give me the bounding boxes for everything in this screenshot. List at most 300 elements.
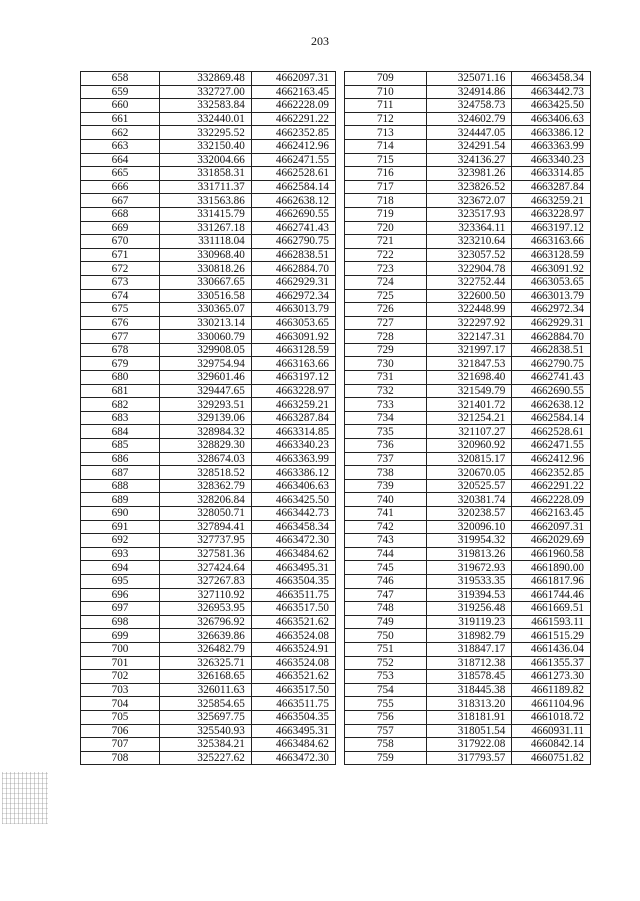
table-row bbox=[345, 275, 591, 289]
y-coordinate-cell: 4661273.30 bbox=[512, 670, 591, 684]
y-coordinate-cell: 4662838.51 bbox=[512, 343, 591, 357]
y-coordinate-cell: 4662412.96 bbox=[512, 452, 591, 466]
x-coordinate-cell: 330516.58 bbox=[160, 289, 252, 303]
point-number-cell: 659 bbox=[81, 85, 160, 99]
table-row bbox=[81, 574, 336, 588]
point-number-cell: 689 bbox=[81, 493, 160, 507]
point-number-cell: 667 bbox=[81, 194, 160, 208]
point-number-cell: 726 bbox=[345, 303, 427, 317]
x-coordinate-cell: 324758.73 bbox=[426, 99, 512, 113]
table-row bbox=[81, 439, 336, 453]
x-coordinate-cell: 321401.72 bbox=[426, 398, 512, 412]
table-row bbox=[345, 85, 591, 99]
table-row bbox=[81, 656, 336, 670]
y-coordinate-cell: 4662228.09 bbox=[251, 99, 335, 113]
y-coordinate-cell: 4663524.08 bbox=[251, 656, 335, 670]
point-number-cell: 750 bbox=[345, 629, 427, 643]
x-coordinate-cell: 324447.05 bbox=[426, 126, 512, 140]
y-coordinate-cell: 4663128.59 bbox=[512, 248, 591, 262]
x-coordinate-cell: 330060.79 bbox=[160, 330, 252, 344]
x-coordinate-cell: 322752.44 bbox=[426, 275, 512, 289]
point-number-cell: 661 bbox=[81, 112, 160, 126]
x-coordinate-cell: 332295.52 bbox=[160, 126, 252, 140]
y-coordinate-cell: 4663484.62 bbox=[251, 738, 335, 752]
point-number-cell: 715 bbox=[345, 153, 427, 167]
table-row bbox=[345, 493, 591, 507]
y-coordinate-cell: 4663484.62 bbox=[251, 547, 335, 561]
point-number-cell: 660 bbox=[81, 99, 160, 113]
x-coordinate-cell: 319533.35 bbox=[426, 574, 512, 588]
table-row bbox=[81, 507, 336, 521]
x-coordinate-cell: 329293.51 bbox=[160, 398, 252, 412]
point-number-cell: 720 bbox=[345, 221, 427, 235]
point-number-cell: 709 bbox=[345, 72, 427, 86]
y-coordinate-cell: 4660931.11 bbox=[512, 724, 591, 738]
y-coordinate-cell: 4662352.85 bbox=[512, 466, 591, 480]
x-coordinate-cell: 329447.65 bbox=[160, 384, 252, 398]
point-number-cell: 687 bbox=[81, 466, 160, 480]
table-row bbox=[81, 479, 336, 493]
x-coordinate-cell: 330818.26 bbox=[160, 262, 252, 276]
point-number-cell: 673 bbox=[81, 275, 160, 289]
table-row bbox=[81, 72, 336, 86]
table-row bbox=[81, 112, 336, 126]
point-number-cell: 741 bbox=[345, 507, 427, 521]
y-coordinate-cell: 4662584.14 bbox=[512, 411, 591, 425]
point-number-cell: 685 bbox=[81, 439, 160, 453]
point-number-cell: 683 bbox=[81, 411, 160, 425]
point-number-cell: 733 bbox=[345, 398, 427, 412]
x-coordinate-cell: 328050.71 bbox=[160, 507, 252, 521]
y-coordinate-cell: 4662790.75 bbox=[512, 357, 591, 371]
x-coordinate-cell: 332727.00 bbox=[160, 85, 252, 99]
y-coordinate-cell: 4663013.79 bbox=[251, 303, 335, 317]
x-coordinate-cell: 331118.04 bbox=[160, 235, 252, 249]
y-coordinate-cell: 4662929.31 bbox=[251, 275, 335, 289]
y-coordinate-cell: 4661104.96 bbox=[512, 697, 591, 711]
point-number-cell: 730 bbox=[345, 357, 427, 371]
point-number-cell: 698 bbox=[81, 615, 160, 629]
x-coordinate-cell: 325227.62 bbox=[160, 751, 252, 765]
x-coordinate-cell: 328362.79 bbox=[160, 479, 252, 493]
x-coordinate-cell: 327110.92 bbox=[160, 588, 252, 602]
y-coordinate-cell: 4663521.62 bbox=[251, 615, 335, 629]
point-number-cell: 679 bbox=[81, 357, 160, 371]
y-coordinate-cell: 4663163.66 bbox=[251, 357, 335, 371]
y-coordinate-cell: 4662029.69 bbox=[512, 534, 591, 548]
point-number-cell: 680 bbox=[81, 371, 160, 385]
point-number-cell: 699 bbox=[81, 629, 160, 643]
point-number-cell: 757 bbox=[345, 724, 427, 738]
table-row bbox=[81, 316, 336, 330]
y-coordinate-cell: 4662638.12 bbox=[251, 194, 335, 208]
point-number-cell: 713 bbox=[345, 126, 427, 140]
table-row bbox=[345, 710, 591, 724]
table-row bbox=[81, 289, 336, 303]
y-coordinate-cell: 4662352.85 bbox=[251, 126, 335, 140]
y-coordinate-cell: 4663406.63 bbox=[251, 479, 335, 493]
x-coordinate-cell: 324914.86 bbox=[426, 85, 512, 99]
table-row bbox=[81, 398, 336, 412]
point-number-cell: 701 bbox=[81, 656, 160, 670]
table-row bbox=[345, 507, 591, 521]
table-row bbox=[81, 561, 336, 575]
x-coordinate-cell: 319954.32 bbox=[426, 534, 512, 548]
y-coordinate-cell: 4662228.09 bbox=[512, 493, 591, 507]
y-coordinate-cell: 4663287.84 bbox=[251, 411, 335, 425]
point-number-cell: 684 bbox=[81, 425, 160, 439]
y-coordinate-cell: 4662471.55 bbox=[512, 439, 591, 453]
y-coordinate-cell: 4663163.66 bbox=[512, 235, 591, 249]
coordinate-table-right-body bbox=[345, 72, 591, 765]
table-row bbox=[81, 425, 336, 439]
table-row bbox=[345, 139, 591, 153]
table-row bbox=[345, 398, 591, 412]
x-coordinate-cell: 332004.66 bbox=[160, 153, 252, 167]
table-row bbox=[81, 384, 336, 398]
y-coordinate-cell: 4661817.96 bbox=[512, 574, 591, 588]
table-row bbox=[81, 615, 336, 629]
table-row bbox=[81, 738, 336, 752]
x-coordinate-cell: 318181.91 bbox=[426, 710, 512, 724]
x-coordinate-cell: 331415.79 bbox=[160, 207, 252, 221]
point-number-cell: 702 bbox=[81, 670, 160, 684]
point-number-cell: 711 bbox=[345, 99, 427, 113]
table-row bbox=[81, 710, 336, 724]
point-number-cell: 704 bbox=[81, 697, 160, 711]
table-row bbox=[345, 153, 591, 167]
page-number: 203 bbox=[311, 34, 329, 48]
x-coordinate-cell: 319256.48 bbox=[426, 602, 512, 616]
y-coordinate-cell: 4662972.34 bbox=[512, 303, 591, 317]
table-row bbox=[81, 534, 336, 548]
y-coordinate-cell: 4662528.61 bbox=[512, 425, 591, 439]
y-coordinate-cell: 4663517.50 bbox=[251, 683, 335, 697]
y-coordinate-cell: 4661960.58 bbox=[512, 547, 591, 561]
table-row bbox=[81, 126, 336, 140]
y-coordinate-cell: 4660751.82 bbox=[512, 751, 591, 765]
table-row bbox=[345, 629, 591, 643]
x-coordinate-cell: 329601.46 bbox=[160, 371, 252, 385]
point-number-cell: 718 bbox=[345, 194, 427, 208]
table-row bbox=[81, 262, 336, 276]
x-coordinate-cell: 332583.84 bbox=[160, 99, 252, 113]
x-coordinate-cell: 318847.17 bbox=[426, 642, 512, 656]
point-number-cell: 729 bbox=[345, 343, 427, 357]
table-row bbox=[81, 520, 336, 534]
point-number-cell: 675 bbox=[81, 303, 160, 317]
point-number-cell: 721 bbox=[345, 235, 427, 249]
table-row bbox=[345, 411, 591, 425]
y-coordinate-cell: 4663091.92 bbox=[251, 330, 335, 344]
table-row bbox=[345, 289, 591, 303]
x-coordinate-cell: 326796.92 bbox=[160, 615, 252, 629]
point-number-cell: 751 bbox=[345, 642, 427, 656]
table-row bbox=[81, 194, 336, 208]
table-row bbox=[81, 330, 336, 344]
x-coordinate-cell: 320096.10 bbox=[426, 520, 512, 534]
y-coordinate-cell: 4662690.55 bbox=[251, 207, 335, 221]
scan-margin-marks bbox=[2, 772, 48, 824]
coordinate-table-left bbox=[80, 71, 336, 765]
y-coordinate-cell: 4662291.22 bbox=[512, 479, 591, 493]
table-row bbox=[81, 303, 336, 317]
y-coordinate-cell: 4663013.79 bbox=[512, 289, 591, 303]
y-coordinate-cell: 4661744.46 bbox=[512, 588, 591, 602]
x-coordinate-cell: 325071.16 bbox=[426, 72, 512, 86]
table-row bbox=[345, 330, 591, 344]
table-row bbox=[81, 371, 336, 385]
x-coordinate-cell: 320238.57 bbox=[426, 507, 512, 521]
y-coordinate-cell: 4660842.14 bbox=[512, 738, 591, 752]
y-coordinate-cell: 4663425.50 bbox=[251, 493, 335, 507]
point-number-cell: 695 bbox=[81, 574, 160, 588]
table-row bbox=[81, 751, 336, 765]
point-number-cell: 666 bbox=[81, 180, 160, 194]
x-coordinate-cell: 326325.71 bbox=[160, 656, 252, 670]
y-coordinate-cell: 4662884.70 bbox=[251, 262, 335, 276]
y-coordinate-cell: 4663340.23 bbox=[512, 153, 591, 167]
point-number-cell: 682 bbox=[81, 398, 160, 412]
table-row bbox=[345, 615, 591, 629]
x-coordinate-cell: 328984.32 bbox=[160, 425, 252, 439]
table-row bbox=[345, 371, 591, 385]
x-coordinate-cell: 328206.84 bbox=[160, 493, 252, 507]
table-row bbox=[81, 642, 336, 656]
x-coordinate-cell: 325384.21 bbox=[160, 738, 252, 752]
point-number-cell: 739 bbox=[345, 479, 427, 493]
y-coordinate-cell: 4663504.35 bbox=[251, 574, 335, 588]
point-number-cell: 740 bbox=[345, 493, 427, 507]
table-row bbox=[81, 493, 336, 507]
table-row bbox=[81, 167, 336, 181]
table-row bbox=[81, 357, 336, 371]
point-number-cell: 758 bbox=[345, 738, 427, 752]
y-coordinate-cell: 4663524.91 bbox=[251, 642, 335, 656]
x-coordinate-cell: 330968.40 bbox=[160, 248, 252, 262]
y-coordinate-cell: 4663363.99 bbox=[512, 139, 591, 153]
point-number-cell: 732 bbox=[345, 384, 427, 398]
y-coordinate-cell: 4663458.34 bbox=[512, 72, 591, 86]
table-row bbox=[345, 561, 591, 575]
point-number-cell: 672 bbox=[81, 262, 160, 276]
table-row bbox=[81, 588, 336, 602]
y-coordinate-cell: 4662163.45 bbox=[512, 507, 591, 521]
x-coordinate-cell: 325540.93 bbox=[160, 724, 252, 738]
table-row bbox=[345, 724, 591, 738]
point-number-cell: 748 bbox=[345, 602, 427, 616]
x-coordinate-cell: 325854.65 bbox=[160, 697, 252, 711]
y-coordinate-cell: 4663406.63 bbox=[512, 112, 591, 126]
table-row bbox=[81, 248, 336, 262]
point-number-cell: 688 bbox=[81, 479, 160, 493]
x-coordinate-cell: 321698.40 bbox=[426, 371, 512, 385]
x-coordinate-cell: 324136.27 bbox=[426, 153, 512, 167]
point-number-cell: 678 bbox=[81, 343, 160, 357]
y-coordinate-cell: 4662163.45 bbox=[251, 85, 335, 99]
x-coordinate-cell: 321997.17 bbox=[426, 343, 512, 357]
point-number-cell: 668 bbox=[81, 207, 160, 221]
x-coordinate-cell: 323517.93 bbox=[426, 207, 512, 221]
x-coordinate-cell: 319813.26 bbox=[426, 547, 512, 561]
point-number-cell: 714 bbox=[345, 139, 427, 153]
x-coordinate-cell: 318051.54 bbox=[426, 724, 512, 738]
x-coordinate-cell: 328518.52 bbox=[160, 466, 252, 480]
point-number-cell: 731 bbox=[345, 371, 427, 385]
x-coordinate-cell: 327737.95 bbox=[160, 534, 252, 548]
table-row bbox=[81, 697, 336, 711]
y-coordinate-cell: 4662838.51 bbox=[251, 248, 335, 262]
table-row bbox=[345, 466, 591, 480]
y-coordinate-cell: 4663259.21 bbox=[251, 398, 335, 412]
table-row bbox=[345, 99, 591, 113]
x-coordinate-cell: 320381.74 bbox=[426, 493, 512, 507]
point-number-cell: 692 bbox=[81, 534, 160, 548]
table-row bbox=[81, 207, 336, 221]
y-coordinate-cell: 4663425.50 bbox=[512, 99, 591, 113]
point-number-cell: 690 bbox=[81, 507, 160, 521]
x-coordinate-cell: 321254.21 bbox=[426, 411, 512, 425]
table-row bbox=[345, 303, 591, 317]
y-coordinate-cell: 4663363.99 bbox=[251, 452, 335, 466]
table-row bbox=[81, 547, 336, 561]
x-coordinate-cell: 328674.03 bbox=[160, 452, 252, 466]
point-number-cell: 719 bbox=[345, 207, 427, 221]
table-row bbox=[345, 126, 591, 140]
y-coordinate-cell: 4663495.31 bbox=[251, 561, 335, 575]
point-number-cell: 723 bbox=[345, 262, 427, 276]
y-coordinate-cell: 4662412.96 bbox=[251, 139, 335, 153]
point-number-cell: 737 bbox=[345, 452, 427, 466]
point-number-cell: 716 bbox=[345, 167, 427, 181]
y-coordinate-cell: 4661593.11 bbox=[512, 615, 591, 629]
point-number-cell: 691 bbox=[81, 520, 160, 534]
point-number-cell: 728 bbox=[345, 330, 427, 344]
x-coordinate-cell: 318313.20 bbox=[426, 697, 512, 711]
y-coordinate-cell: 4662690.55 bbox=[512, 384, 591, 398]
y-coordinate-cell: 4663287.84 bbox=[512, 180, 591, 194]
table-row bbox=[81, 235, 336, 249]
y-coordinate-cell: 4663442.73 bbox=[512, 85, 591, 99]
point-number-cell: 736 bbox=[345, 439, 427, 453]
y-coordinate-cell: 4661436.04 bbox=[512, 642, 591, 656]
x-coordinate-cell: 321847.53 bbox=[426, 357, 512, 371]
x-coordinate-cell: 323210.64 bbox=[426, 235, 512, 249]
x-coordinate-cell: 326168.65 bbox=[160, 670, 252, 684]
y-coordinate-cell: 4662097.31 bbox=[251, 72, 335, 86]
y-coordinate-cell: 4662291.22 bbox=[251, 112, 335, 126]
point-number-cell: 694 bbox=[81, 561, 160, 575]
x-coordinate-cell: 322904.78 bbox=[426, 262, 512, 276]
table-row bbox=[345, 751, 591, 765]
point-number-cell: 759 bbox=[345, 751, 427, 765]
table-row bbox=[81, 724, 336, 738]
point-number-cell: 725 bbox=[345, 289, 427, 303]
point-number-cell: 686 bbox=[81, 452, 160, 466]
x-coordinate-cell: 332150.40 bbox=[160, 139, 252, 153]
coordinate-table-right bbox=[344, 71, 591, 765]
y-coordinate-cell: 4663314.85 bbox=[251, 425, 335, 439]
y-coordinate-cell: 4662097.31 bbox=[512, 520, 591, 534]
table-row bbox=[345, 683, 591, 697]
x-coordinate-cell: 326953.95 bbox=[160, 602, 252, 616]
table-row bbox=[81, 221, 336, 235]
y-coordinate-cell: 4661018.72 bbox=[512, 710, 591, 724]
point-number-cell: 745 bbox=[345, 561, 427, 575]
x-coordinate-cell: 318712.38 bbox=[426, 656, 512, 670]
x-coordinate-cell: 318982.79 bbox=[426, 629, 512, 643]
point-number-cell: 708 bbox=[81, 751, 160, 765]
y-coordinate-cell: 4661355.37 bbox=[512, 656, 591, 670]
table-row bbox=[345, 670, 591, 684]
table-row bbox=[345, 452, 591, 466]
y-coordinate-cell: 4663314.85 bbox=[512, 167, 591, 181]
x-coordinate-cell: 332440.01 bbox=[160, 112, 252, 126]
point-number-cell: 744 bbox=[345, 547, 427, 561]
point-number-cell: 749 bbox=[345, 615, 427, 629]
y-coordinate-cell: 4661890.00 bbox=[512, 561, 591, 575]
x-coordinate-cell: 332869.48 bbox=[160, 72, 252, 86]
table-row bbox=[345, 112, 591, 126]
x-coordinate-cell: 320960.92 bbox=[426, 439, 512, 453]
x-coordinate-cell: 321549.79 bbox=[426, 384, 512, 398]
y-coordinate-cell: 4662972.34 bbox=[251, 289, 335, 303]
point-number-cell: 722 bbox=[345, 248, 427, 262]
x-coordinate-cell: 331858.31 bbox=[160, 167, 252, 181]
point-number-cell: 753 bbox=[345, 670, 427, 684]
y-coordinate-cell: 4663504.35 bbox=[251, 710, 335, 724]
point-number-cell: 746 bbox=[345, 574, 427, 588]
coordinate-table-left-body bbox=[81, 72, 336, 765]
x-coordinate-cell: 329908.05 bbox=[160, 343, 252, 357]
table-row bbox=[345, 221, 591, 235]
x-coordinate-cell: 331711.37 bbox=[160, 180, 252, 194]
y-coordinate-cell: 4663442.73 bbox=[251, 507, 335, 521]
table-row bbox=[345, 588, 591, 602]
point-number-cell: 676 bbox=[81, 316, 160, 330]
x-coordinate-cell: 327267.83 bbox=[160, 574, 252, 588]
point-number-cell: 752 bbox=[345, 656, 427, 670]
y-coordinate-cell: 4662471.55 bbox=[251, 153, 335, 167]
table-row bbox=[81, 180, 336, 194]
x-coordinate-cell: 329139.06 bbox=[160, 411, 252, 425]
x-coordinate-cell: 327424.64 bbox=[160, 561, 252, 575]
table-row bbox=[345, 235, 591, 249]
point-number-cell: 665 bbox=[81, 167, 160, 181]
point-number-cell: 724 bbox=[345, 275, 427, 289]
x-coordinate-cell: 328829.30 bbox=[160, 439, 252, 453]
point-number-cell: 663 bbox=[81, 139, 160, 153]
x-coordinate-cell: 326639.86 bbox=[160, 629, 252, 643]
y-coordinate-cell: 4662528.61 bbox=[251, 167, 335, 181]
point-number-cell: 677 bbox=[81, 330, 160, 344]
point-number-cell: 738 bbox=[345, 466, 427, 480]
table-row bbox=[345, 248, 591, 262]
table-row bbox=[345, 384, 591, 398]
y-coordinate-cell: 4662584.14 bbox=[251, 180, 335, 194]
x-coordinate-cell: 323364.11 bbox=[426, 221, 512, 235]
table-row bbox=[345, 439, 591, 453]
x-coordinate-cell: 323981.26 bbox=[426, 167, 512, 181]
point-number-cell: 755 bbox=[345, 697, 427, 711]
y-coordinate-cell: 4663458.34 bbox=[251, 520, 335, 534]
x-coordinate-cell: 322297.92 bbox=[426, 316, 512, 330]
y-coordinate-cell: 4663517.50 bbox=[251, 602, 335, 616]
x-coordinate-cell: 325697.75 bbox=[160, 710, 252, 724]
point-number-cell: 747 bbox=[345, 588, 427, 602]
y-coordinate-cell: 4662741.43 bbox=[251, 221, 335, 235]
point-number-cell: 658 bbox=[81, 72, 160, 86]
